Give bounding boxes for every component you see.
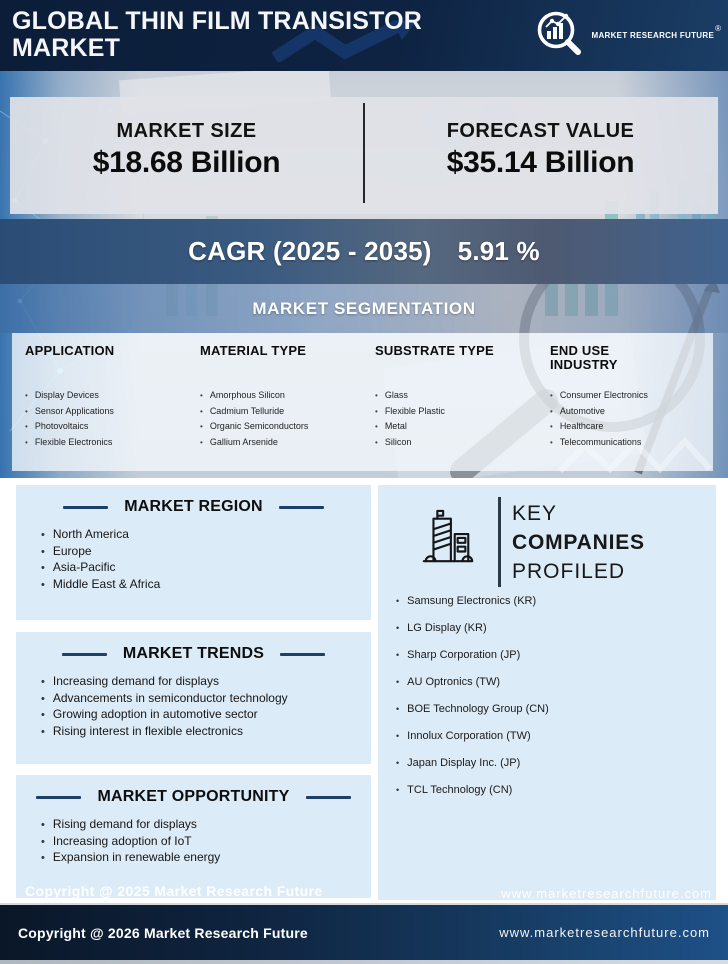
section-title-row — [16, 775, 371, 806]
list-item-label: AU Optronics (TW) — [407, 676, 501, 688]
list-item-label: Asia-Pacific — [52, 560, 116, 575]
bullet-icon: • — [25, 437, 28, 447]
market-size-block — [10, 97, 363, 214]
bullet-icon: • — [41, 835, 45, 848]
bullet-icon: • — [396, 731, 400, 741]
cagr-banner — [0, 219, 728, 284]
bullet-icon: • — [200, 422, 203, 431]
bullet-icon: • — [396, 704, 400, 714]
column-list — [550, 388, 715, 450]
hero-section — [0, 71, 728, 478]
list-item — [41, 850, 371, 867]
list-item-label: Automotive — [559, 405, 605, 416]
page-title — [12, 8, 422, 62]
list-item-label: Sensor Applications — [34, 405, 114, 416]
brand-logo — [536, 10, 720, 58]
list-item-label: Japan Display Inc. (JP) — [407, 757, 521, 769]
market-size-value: $18.68 Billion — [92, 146, 281, 179]
list-item-label: Flexible Electronics — [34, 436, 113, 447]
bullet-icon: • — [550, 391, 553, 400]
list-item — [25, 419, 190, 435]
list-item — [25, 404, 190, 420]
vertical-divider — [498, 497, 501, 587]
column-heading: APPLICATION — [25, 343, 115, 358]
bullet-icon: • — [200, 437, 203, 447]
bullet-icon: • — [41, 692, 45, 705]
dash-left-icon — [36, 796, 81, 799]
list-item-label: TCL Technology (CN) — [407, 784, 513, 796]
bullet-icon: • — [41, 578, 45, 591]
list-item — [375, 388, 540, 404]
list-item-label: Glass — [384, 390, 408, 400]
key-companies-title-line-3: PROFILED — [512, 560, 626, 583]
column-list — [375, 388, 540, 450]
list-item-label: Flexible Plastic — [384, 405, 445, 416]
list-item — [375, 419, 540, 435]
bullet-icon: • — [41, 819, 45, 831]
segmentation-title: MARKET SEGMENTATION — [252, 298, 476, 318]
brand-name: MARKET RESEARCH FUTURE — [591, 31, 715, 40]
segmentation-column-material-type — [200, 344, 365, 450]
bullet-icon: • — [25, 422, 28, 431]
list-item-label: Silicon — [384, 436, 412, 447]
market-opportunity-panel — [16, 775, 371, 898]
overlay-copyright: Copyright @ 2025 Market Research Future — [25, 883, 323, 899]
segmentation-panel — [12, 333, 713, 471]
bullet-icon: • — [375, 391, 378, 400]
list-item-label: Innolux Corporation (TW) — [407, 730, 531, 742]
section-title-row — [16, 485, 371, 516]
market-region-list — [41, 527, 371, 593]
bullet-icon: • — [41, 562, 45, 575]
list-item — [41, 527, 371, 544]
list-item — [375, 404, 540, 420]
column-list — [200, 388, 365, 450]
list-item — [200, 404, 365, 420]
bullet-icon: • — [396, 758, 400, 768]
bullet-icon: • — [41, 545, 45, 558]
segmentation-column-substrate-type — [375, 344, 540, 450]
list-item — [396, 650, 708, 661]
list-item-label: Expansion in renewable energy — [52, 850, 221, 865]
list-item — [396, 704, 708, 715]
vertical-divider — [363, 103, 365, 203]
bullet-icon: • — [41, 852, 45, 865]
list-item-label: Rising demand for displays — [52, 817, 197, 831]
dash-right-icon — [279, 506, 324, 509]
list-item-label: Telecommunications — [559, 436, 642, 447]
list-item — [200, 388, 365, 404]
market-region-panel — [16, 485, 371, 620]
key-companies-header — [378, 497, 716, 592]
segmentation-column-end-use — [550, 344, 715, 450]
key-companies-title — [512, 499, 645, 586]
column-heading: END USE INDUSTRY — [550, 343, 618, 372]
list-item — [200, 419, 365, 435]
list-item — [396, 758, 708, 769]
header — [0, 0, 728, 71]
page-title-line-2: MARKET — [12, 34, 121, 62]
list-item — [41, 707, 371, 724]
list-item-label: Sharp Corporation (JP) — [407, 649, 521, 661]
market-region-title: MARKET REGION — [124, 498, 263, 515]
key-companies-title-line-2: COMPANIES — [512, 531, 645, 554]
list-item-label: Middle East & Africa — [52, 576, 161, 591]
list-item — [25, 388, 190, 404]
stats-panel — [10, 97, 718, 214]
page-title-line-1: GLOBAL THIN FILM TRANSISTOR — [12, 7, 423, 35]
segmentation-column-application — [25, 344, 190, 450]
dash-left-icon — [62, 653, 107, 656]
bullet-icon: • — [396, 677, 400, 687]
mrf-logo-icon — [536, 10, 584, 58]
bullet-icon: • — [25, 391, 28, 400]
bullet-icon: • — [41, 676, 45, 688]
list-item — [396, 785, 708, 796]
list-item — [375, 435, 540, 451]
list-item-label: North America — [52, 527, 129, 541]
bullet-icon: • — [396, 596, 400, 606]
list-item-label: Europe — [52, 543, 92, 558]
section-title-row — [16, 632, 371, 663]
registered-mark: ® — [715, 24, 721, 33]
bullet-icon: • — [396, 623, 400, 633]
building-icon — [418, 507, 476, 567]
bullet-icon: • — [550, 437, 553, 447]
overlay-website: www.marketresearchfuture.com — [501, 886, 712, 901]
bullet-icon: • — [550, 422, 553, 431]
bullet-icon: • — [375, 422, 378, 431]
bullet-icon: • — [200, 391, 203, 400]
list-item — [396, 731, 708, 742]
list-item — [396, 596, 708, 607]
bullet-icon: • — [375, 437, 378, 447]
market-opportunity-title: MARKET OPPORTUNITY — [97, 788, 290, 805]
market-trends-panel — [16, 632, 371, 764]
list-item — [41, 691, 371, 708]
bullet-icon: • — [200, 406, 203, 416]
bullet-icon: • — [396, 785, 400, 795]
footer — [0, 903, 728, 960]
dash-right-icon — [280, 653, 325, 656]
list-item — [41, 544, 371, 561]
list-item-label: Samsung Electronics (KR) — [407, 595, 537, 607]
list-item-label: Gallium Arsenide — [209, 436, 278, 447]
key-companies-title-line-1: KEY — [512, 502, 558, 525]
forecast-value-label: FORECAST VALUE — [446, 120, 635, 142]
bullet-icon: • — [41, 709, 45, 722]
cagr-value: 5.91 % — [457, 236, 540, 266]
market-opportunity-list — [41, 817, 371, 867]
list-item-label: Healthcare — [559, 421, 604, 431]
cagr-label: CAGR (2025 - 2035) — [188, 236, 432, 266]
list-item-label: Increasing adoption of IoT — [52, 833, 192, 848]
key-companies-panel — [378, 485, 716, 900]
list-item — [396, 623, 708, 634]
list-item — [25, 435, 190, 451]
bullet-icon: • — [375, 406, 378, 416]
list-item-label: Cadmium Telluride — [209, 405, 285, 416]
list-item-label: LG Display (KR) — [407, 622, 487, 634]
list-item — [550, 388, 715, 404]
list-item-label: Photovoltaics — [34, 421, 89, 431]
bullet-icon: • — [41, 725, 45, 738]
list-item-label: Growing adoption in automotive sector — [52, 707, 258, 722]
list-item — [550, 419, 715, 435]
list-item — [550, 404, 715, 420]
list-item — [550, 435, 715, 451]
companies-list — [396, 596, 708, 812]
list-item — [396, 677, 708, 688]
list-item-label: Amorphous Silicon — [209, 390, 285, 400]
bullet-icon: • — [396, 650, 400, 660]
list-item-label: Display Devices — [34, 390, 99, 400]
market-trends-title: MARKET TRENDS — [122, 645, 265, 662]
dash-right-icon — [306, 796, 351, 799]
bullet-icon: • — [25, 406, 28, 416]
list-item — [200, 435, 365, 451]
list-item-label: BOE Technology Group (CN) — [407, 703, 549, 715]
footer-copyright: Copyright @ 2026 Market Research Future — [18, 924, 308, 941]
list-item — [41, 560, 371, 577]
forecast-value-value: $35.14 Billion — [446, 146, 635, 179]
column-list — [25, 388, 190, 450]
footer-website-link[interactable]: www.marketresearchfuture.com — [499, 925, 710, 940]
bullet-icon: • — [41, 529, 45, 541]
list-item-label: Increasing demand for displays — [52, 674, 219, 688]
market-trends-list — [41, 674, 371, 740]
list-item — [41, 834, 371, 851]
segmentation-banner — [0, 284, 728, 333]
list-item — [41, 674, 371, 691]
list-item-label: Metal — [384, 421, 407, 431]
list-item — [41, 577, 371, 594]
column-heading: MATERIAL TYPE — [200, 343, 307, 358]
bullet-icon: • — [550, 406, 553, 416]
list-item-label: Organic Semiconductors — [209, 421, 309, 431]
list-item — [41, 724, 371, 741]
list-item — [41, 817, 371, 834]
market-size-label: MARKET SIZE — [116, 120, 257, 142]
dash-left-icon — [63, 506, 108, 509]
forecast-value-block — [363, 97, 718, 214]
list-item-label: Consumer Electronics — [559, 390, 648, 400]
footer-bottom-strip — [0, 960, 728, 964]
list-item-label: Advancements in semiconductor technology — [52, 690, 288, 705]
column-heading: SUBSTRATE TYPE — [375, 343, 494, 358]
list-item-label: Rising interest in flexible electronics — [52, 723, 243, 738]
